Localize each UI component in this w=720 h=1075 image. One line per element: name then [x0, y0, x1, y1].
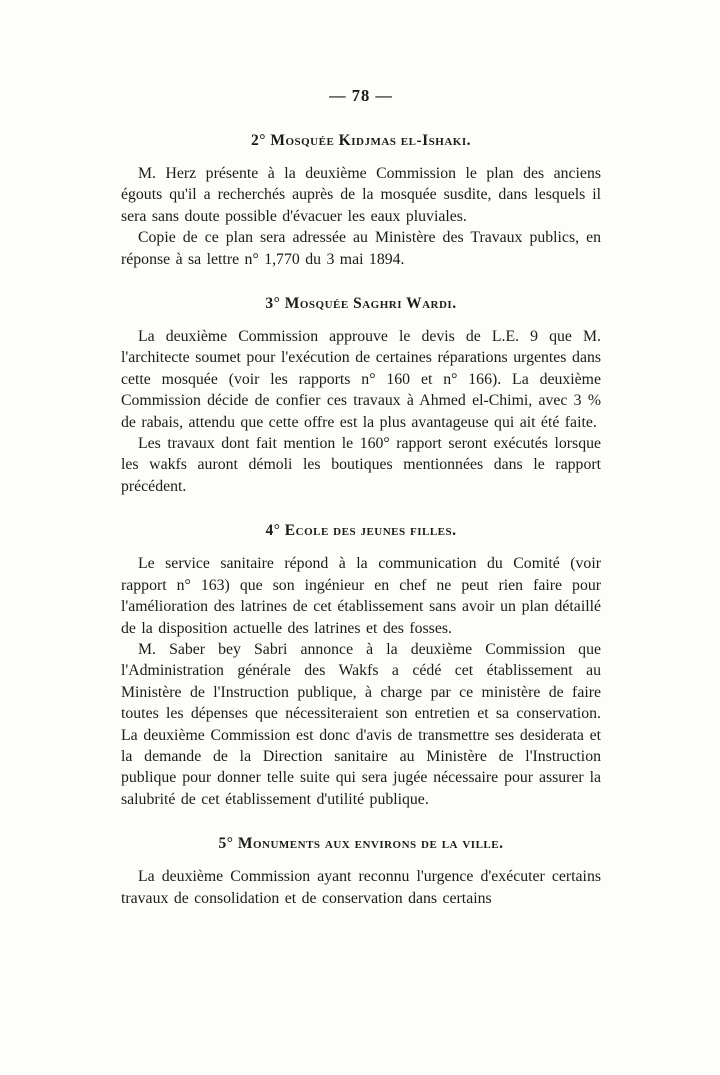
section-mosquee-saghri: [121, 295, 601, 497]
section-mosquee-kidjmas: [121, 132, 601, 270]
section-heading: 2° Mosquée Kidjmas el-Ishaki.: [251, 132, 471, 149]
paragraph: La deuxième Commission ayant reconnu l'urgence d'exécuter certains travaux de consolidation et de conservation dans certains: [121, 868, 601, 907]
paragraph: M. Herz présente à la deuxième Commission le plan des anciens égouts qu'il a recherchés auprès de la mosquée susdite, dans lesquels il sera sans doute possible d'évacuer les eaux pluviales.: [121, 165, 601, 225]
section-heading: 4° Ecole des jeunes filles.: [265, 522, 457, 540]
paragraph: Copie de ce plan sera adressée au Ministère des Travaux publics, en réponse à sa lettre n° 1,770 du 3 mai 1894.: [121, 229, 601, 268]
paragraph: Le service sanitaire répond à la communication du Comité (voir rapport n° 163) que son ingénieur en chef ne peut rien faire pour l'amélioration des latrines de cet établissement sans avoir un plan détaillé de la disposition actuelle des latrines et des fosses.: [121, 555, 601, 637]
section-ecole-filles: [121, 522, 601, 810]
section-heading: 3° Mosquée Saghri Wardi.: [265, 295, 457, 313]
section-monuments-environs: [121, 835, 601, 909]
section-heading: 5° Monuments aux environs de la ville.: [218, 835, 504, 853]
paragraph: M. Saber bey Sabri annonce à la deuxième Commission que l'Administration générale des Wakfs a cédé cet établissement au Ministère de l'Instruction publique, à charge par ce ministère de faire toutes les dépenses que nécessiteraient son entretien et sa conservation. La deuxième Commission est donc d'avis de transmettre ses desiderata et la demande de la Direction sanitaire au Ministère de l'Instruction publique pour donner telle suite qui sera jugée nécessaire pour assurer la salubrité de cet établissement d'utilité publique.: [121, 640, 601, 808]
paragraph: Les travaux dont fait mention le 160° rapport seront exécutés lorsque les wakfs auront démoli les boutiques mentionnées dans le rapport précédent.: [121, 435, 601, 495]
paragraph: La deuxième Commission approuve le devis de L.E. 9 que M. l'architecte soumet pour l'exécution de certaines réparations urgentes dans cette mosquée (voir les rapports n° 160 et n° 166). La deuxième Commission décide de confier ces travaux à Ahmed el-Chimi, avec 3 % de rabais, attendu que cette offre est la plus avantageuse qui ait été faite.: [121, 328, 601, 431]
page-number: — 78 —: [329, 86, 393, 105]
